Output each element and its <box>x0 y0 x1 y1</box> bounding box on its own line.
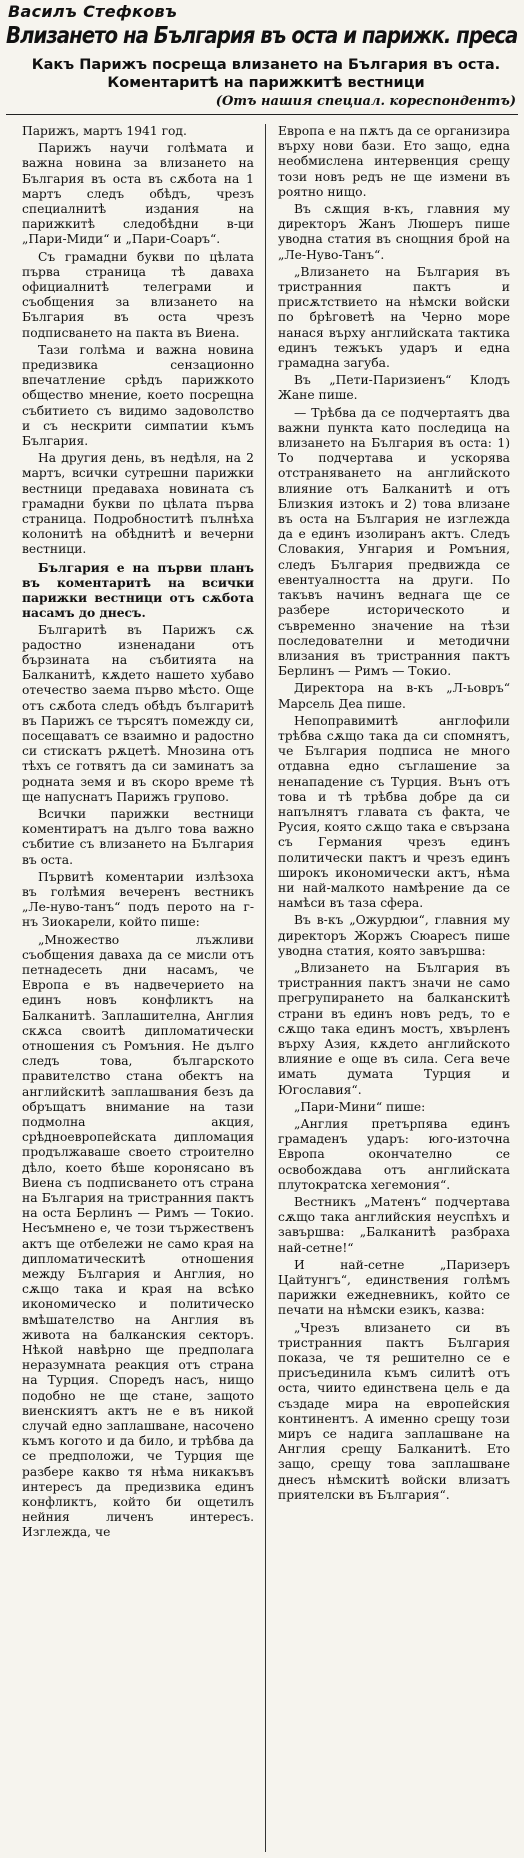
paragraph: Директора на в-къ „Л-ьовръ“ Марсель Деа пише. <box>278 681 510 711</box>
paragraph: Вестникъ „Матенъ“ подчертава сѫщо така английския неуспѣхъ и завършва: „Балканитѣ разбраха най-сетне!“ <box>278 1195 510 1255</box>
paragraph: „Чрезъ влизането си въ тристранния пактъ България показа, че тя решително се е присъединила къмъ силитѣ отъ оста, чиито единствена цель е да създаде мира на европейския континентъ. А именно срещу този миръ се надига заплашване на Англия срещу Балканитѣ. Ето защо, срещу това заплашване днесъ нѣмскитѣ войски влизатъ приятелски въ България“. <box>278 1320 510 1502</box>
paragraph: Европа е на пѫтъ да се организира върху нови бази. Ето защо, една необмислена интервенция срещу този новъ редъ не ще измени въ роятно нищо. <box>278 124 510 199</box>
right-column <box>278 124 510 1854</box>
paragraph: Парижъ научи голѣмата и важна новина за влизането на България въ оста въ сѫбота на 1 мартъ следъ обѣдъ, чрезъ специалнитѣ издания на парижкитѣ следобѣдни в-ци „Пари-Миди“ и „Пари-Соаръ“. <box>22 141 254 247</box>
paragraph: България е на първи планъ въ коментаритѣ на всички парижки вестници отъ сѫбота насамъ до днесъ. <box>22 559 254 621</box>
paragraph: Тази голѣма и важна новина предизвика сензационно впечатление срѣдъ парижкото общество мнение, което посрещна събитието съ видимо задоволство и съ нескрити симпатии къмъ България. <box>22 342 254 449</box>
paragraph: Съ грамадни букви по цѣлата първа страница тѣ даваха официалнитѣ телеграми и съобщения за влизането на България въ оста чрезъ подписването на пакта въ Виена. <box>22 249 254 340</box>
paragraph: „Англия претърпява единъ грамаденъ ударъ: юго-източна Европа окончателно се освобождава отъ английската плутократска хегемония“. <box>278 1117 510 1192</box>
article-subheadline: Какъ Парижъ посреща влизането на България въ оста. Коментаритѣ на парижкитѣ вестници <box>31 57 501 91</box>
paragraph: Въ в-къ „Ожурдюи“, главния му директоръ Жоржъ Сюаресъ пише уводна статия, която завършва: <box>278 913 510 958</box>
column-divider <box>265 124 266 1852</box>
paragraph: „Множество лъжливи съобщения даваха да се мисли отъ петнадесеть дни насамъ, че Европа е въ надвечерието на единъ новъ конфликтъ на Балканитѣ. Заплашителна, Англия скѫса своитѣ дипломатически отношения съ Ромъния. Не дълго следъ това, българското правителство стана обектъ на английскитѣ заплашвания безъ да обръщатъ внимание на тази подмолна акция, срѣдноевропейската дипломация продължаваше своето строително дѣло, което бѣше коронясано въ Виена съ подписването отъ страна на България на тристранния пактъ на оста Берлинъ — Римъ — Токио. Несъмнено е, че този тържественъ актъ ще отбележи не само края на дипломатическитѣ отношения между България и Англия, но сѫщо така и края на всѣко икономическо и политическо вмѣшателство на Англия въ живота на балканския секторъ. Нѣкой навѣрно ще предполага неразумната реакция отъ страна на Турция. Споредъ насъ, нищо подобно не ще стане, защото виенскиятъ актъ не е въ никой случай едно заплашване, насочено къмъ когото и да било, и трѣбва да се предположи, че Турция ще разбере какво тя нѣма никакъвъ интересъ да предизвика единъ конфликтъ, който би ощетилъ нейния личенъ интересъ. Изглежда, че <box>22 932 254 1540</box>
paragraph: „Влизането на България въ тристранния пактъ значи не само прегрупирането на балканскитѣ страни въ единъ новъ редъ, то е сѫщо така единъ мостъ, хвърленъ върху Азия, кѫдето английското влияние е още въ сила. Сега вече имать думата Турция и Югославия“. <box>278 960 510 1097</box>
dateline: Парижъ, мартъ 1941 год. <box>22 124 187 138</box>
author-byline: Василъ Стефковъ <box>8 2 178 21</box>
paragraph: — Трѣбва да се подчертаятъ два важни пункта като последица на влизането на България въ оста: 1) То подчертава и ускорява отстраняването на английското влияние отъ Балканитѣ и отъ Близкия изтокъ и 2) това влизане въ оста на България не изглежда да е единъ изолиранъ актъ. Следъ Словакия, Унгария и Ромъния, следъ България предвижда се евентуалността на други. По такъвъ начинъ веднага ще се разбере историческото и съвременно значение на тѣзи последователни и методични влизания въ тристранния пактъ Берлинъ — Римъ — Токио. <box>278 405 510 679</box>
paragraph: Въ сѫщия в-къ, главния му директоръ Жанъ Люшеръ пише уводна статия въ снощния брой на „Ле-Нуво-Танъ“. <box>278 202 510 262</box>
left-column <box>22 124 254 1854</box>
paragraph: „Влизането на България въ тристранния пактъ и присѫтствието на нѣмски войски по брѣговетѣ на Черно море нанася върху английската тактика единъ тежъкъ ударъ и една грамадна загуба. <box>278 264 510 371</box>
paragraph: На другия день, въ недѣля, на 2 мартъ, всички сутрешни парижки вестници предаваха новината съ грамадни букви по цѣлата първа страница. Подробноститѣ пълнѣха колонитѣ на обѣднитѣ и вечерни вестници. <box>22 451 254 557</box>
header-divider <box>6 114 518 115</box>
paragraph: Въ „Пети-Паризиенъ“ Клодъ Жане пише. <box>278 373 510 403</box>
paragraph: Българитѣ въ Парижъ сѫ радостно изненадани отъ бързината на събитията на Балканитѣ, кѫдето нашето хубаво отечество заема първо мѣсто. Още отъ сѫбота следъ обѣдъ българитѣ въ Парижъ се търсятъ помежду си, посещаватъ се взаимно и радостно си стискатъ рѫцетѣ. Мнозина отъ тѣхъ се готвятъ да си заминатъ за родната земя и въ скоро време тѣ ще напуснатъ Парижъ групово. <box>22 622 254 804</box>
paragraph: И най-сетне „Паризеръ Цайтунгъ“, единствения голѣмъ парижки ежедневникъ, който се печати на нѣмски езикъ, казва: <box>278 1257 510 1318</box>
article-headline: Влизането на България въ оста и парижк. преса <box>6 23 518 49</box>
correspondent-note: (Отъ нашия специал. кореспондентъ) <box>215 94 516 109</box>
paragraph: „Пари-Мини“ пише: <box>294 1099 426 1114</box>
paragraph: Първитѣ коментарии излѣзоха въ голѣмия вечеренъ вестникъ „Ле-нуво-танъ“ подъ перото на г-нъ Зиокарели, който пише: <box>22 869 254 930</box>
paragraph: Всички парижки вестници коментиратъ на дълго това важно събитие съ влизането на България въ оста. <box>22 806 254 867</box>
paragraph: Непоправимитѣ англофили трѣбва сѫщо така да си спомнятъ, че България подписа не много отдавна едно съглашение за ненападение съ Турция. Вънъ отъ това и тѣ трѣбва добре да си напълнятъ главата съ факта, че Русия, която сѫщо така е свързана съ Германия чрезъ единъ политически пактъ и чрезъ единъ широкъ икономически актъ, нѣма ни най-малкото намѣрение да се намѣси въ таза сфера. <box>278 713 510 911</box>
